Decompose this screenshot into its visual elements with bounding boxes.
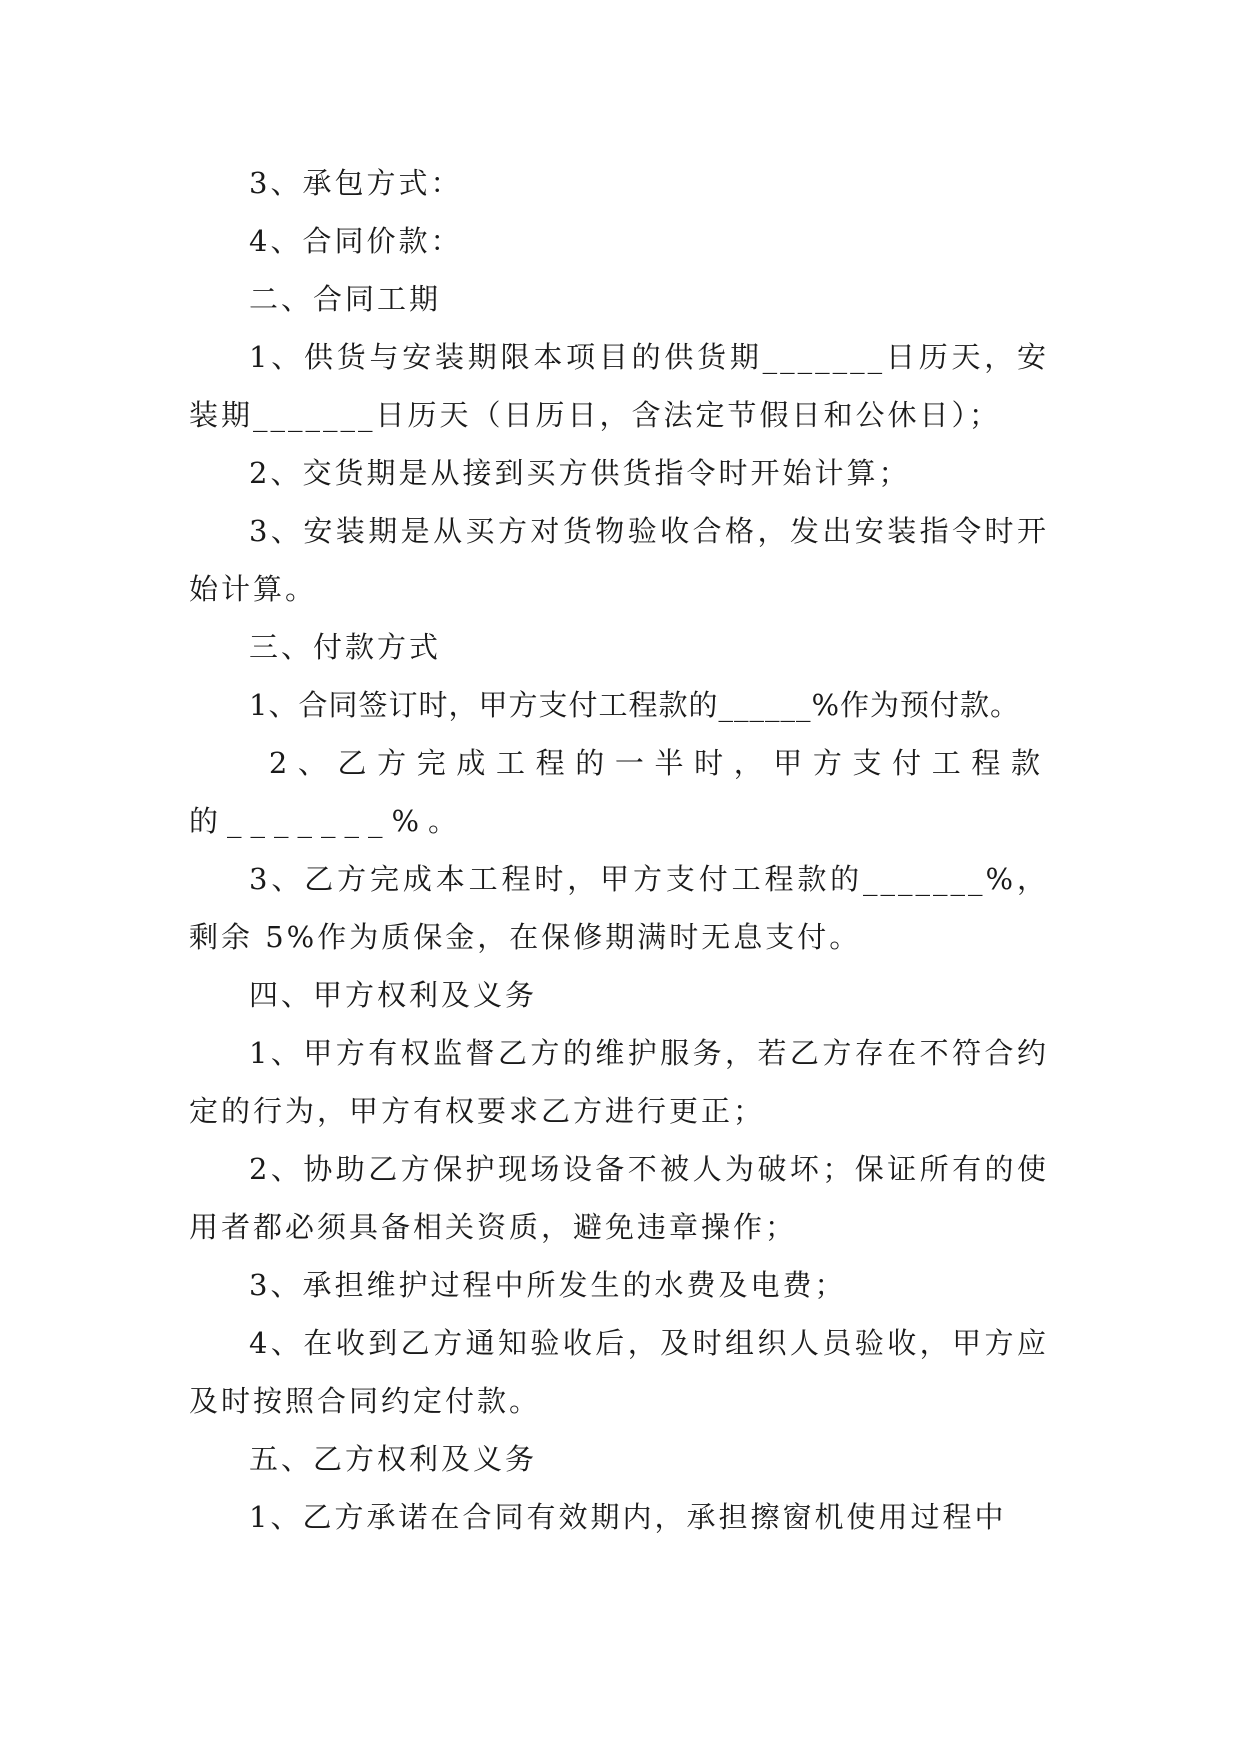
document-body bbox=[189, 154, 1049, 1546]
clause-party-a-protection: 2、协助乙方保护现场设备不被人为破坏；保证所有的使用者都必须具备相关资质，避免违章操作； bbox=[189, 1152, 1049, 1244]
clause-contract-price: 4、合同价款： bbox=[249, 224, 463, 258]
clause-supply-install-period: 1、供货与安装期限本项目的供货期_______日历天，安装期_______日历天（日历日，含法定节假日和公休日）； bbox=[189, 340, 1049, 432]
section-heading-party-b: 五、乙方权利及义务 bbox=[249, 1442, 538, 1476]
clause-advance-payment: 1、合同签订时，甲方支付工程款的______%作为预付款。 bbox=[249, 688, 1021, 722]
clause-install-period: 3、安装期是从买方对货物验收合格，发出安装指令时开始计算。 bbox=[189, 514, 1049, 606]
clause-party-a-supervision: 1、甲方有权监督乙方的维护服务，若乙方存在不符合约定的行为，甲方有权要求乙方进行更正； bbox=[189, 1036, 1049, 1128]
section-heading-payment: 三、付款方式 bbox=[249, 630, 442, 664]
clause-delivery-period: 2、交货期是从接到买方供货指令时开始计算； bbox=[249, 456, 911, 490]
clause-final-payment: 3、乙方完成本工程时，甲方支付工程款的_______%，剩余 5%作为质保金，在保修期满时无息支付。 bbox=[189, 862, 1049, 954]
clause-half-payment: 2、乙方完成工程的一半时，甲方支付工程款的_______%。 bbox=[189, 746, 1050, 838]
section-heading-period: 二、合同工期 bbox=[249, 282, 442, 316]
clause-party-b-commitment: 1、乙方承诺在合同有效期内，承担擦窗机使用过程中 bbox=[249, 1500, 1007, 1534]
clause-party-a-acceptance: 4、在收到乙方通知验收后，及时组织人员验收，甲方应及时按照合同约定付款。 bbox=[189, 1326, 1049, 1418]
clause-contract-method: 3、承包方式： bbox=[249, 166, 463, 200]
section-heading-party-a: 四、甲方权利及义务 bbox=[249, 978, 538, 1012]
clause-party-a-utilities: 3、承担维护过程中所发生的水费及电费； bbox=[249, 1268, 847, 1302]
